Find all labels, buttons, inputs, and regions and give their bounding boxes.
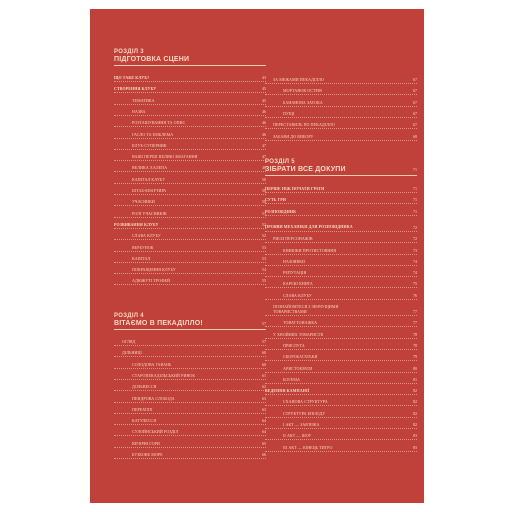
toc-entry[interactable] bbox=[114, 380, 266, 391]
toc-entry-label: СТРУКТУРА ЕПІЗОДУ bbox=[283, 410, 326, 416]
toc-entry[interactable] bbox=[114, 94, 266, 105]
toc-entry[interactable] bbox=[265, 216, 417, 232]
toc-entry[interactable] bbox=[114, 229, 266, 240]
toc-entry[interactable] bbox=[265, 182, 417, 193]
toc-entry-page: 64 bbox=[262, 418, 266, 424]
toc-entry[interactable] bbox=[114, 139, 266, 150]
toc-entry-label: ТЕМАТИКА bbox=[132, 97, 155, 103]
toc-entry[interactable] bbox=[265, 395, 417, 406]
section-title: ПІДГОТОВКА СЦЕНИ bbox=[114, 56, 190, 63]
toc-entry[interactable] bbox=[114, 184, 266, 195]
toc-entry-label: СХАНОВА СТРУКТУРА bbox=[283, 399, 328, 405]
toc-entry[interactable] bbox=[114, 105, 266, 116]
toc-entry-label: ДОЛЬВЕССЯ bbox=[132, 384, 157, 390]
toc-entry-page: 45 bbox=[262, 86, 266, 92]
toc-entry[interactable] bbox=[265, 193, 417, 204]
toc-entry[interactable] bbox=[114, 207, 266, 218]
toc-entry-label: ПЕРЕХОПІ bbox=[132, 406, 153, 412]
toc-entry-label: РЕПУТАЦІЯ bbox=[283, 270, 307, 276]
section-divider bbox=[265, 175, 417, 176]
toc-entry-label: БОГЕМА bbox=[283, 376, 300, 382]
toc-entry[interactable] bbox=[265, 277, 417, 288]
toc-entry[interactable] bbox=[114, 82, 266, 93]
toc-entry-page: 67 bbox=[413, 77, 417, 82]
toc-entry-page: 46 bbox=[262, 108, 266, 114]
toc-entry[interactable] bbox=[265, 118, 417, 129]
toc-page bbox=[90, 9, 424, 503]
toc-entry-page: 60 bbox=[262, 350, 266, 356]
toc-entry-page: 50 bbox=[262, 199, 266, 205]
toc-entry-page: 67 bbox=[413, 110, 417, 116]
toc-entry-page: 53 bbox=[262, 255, 266, 261]
toc-entry-label: ЗА МЕЖАМИ ПЕКАДІЛЛО bbox=[273, 77, 324, 82]
toc-entry-label: КАПІТАЛ КЛУБУ bbox=[132, 176, 166, 182]
section-title: ВІТАЄМО В ПЕКАДІЛЛО! bbox=[114, 320, 203, 327]
toc-entry[interactable] bbox=[265, 266, 417, 277]
toc-entry[interactable] bbox=[265, 96, 417, 107]
toc-entry-page: 74 bbox=[413, 270, 417, 276]
section-divider bbox=[114, 329, 266, 330]
toc-entry-page: 83 bbox=[413, 444, 417, 450]
toc-entry-page: 62 bbox=[262, 384, 266, 390]
toc-entry-label: ПРОЯВИ МЕХАНІКИ ДЛЯ РОЗПОВІДНИКА bbox=[265, 224, 353, 230]
toc-entry[interactable] bbox=[265, 384, 417, 395]
toc-entry-label: СТАРОПЕКАДІЛЬСЬКИЙ РИНОК bbox=[132, 372, 196, 378]
toc-entry-label: КАПІТАЛ bbox=[132, 255, 151, 261]
toc-entry[interactable] bbox=[114, 369, 266, 380]
toc-entry-label: ШТАБ-КВАРТИРА bbox=[132, 188, 167, 193]
toc-entry-label: НАЗВА bbox=[132, 108, 146, 114]
toc-entry-label: АРИСТОКРАТИ bbox=[283, 365, 313, 371]
toc-entry-page: 71 bbox=[413, 208, 417, 214]
toc-entry-label: ПОЗНАЙОМТЕСЯ З ЗНАЧУЩИМИ ТОВАРИСТВАМИ bbox=[273, 304, 339, 314]
toc-entry[interactable] bbox=[114, 425, 266, 436]
toc-entry-page: 81 bbox=[413, 376, 417, 382]
toc-entry-page: 71 bbox=[413, 186, 417, 191]
toc-entry-label: НАЗОЯВКИ bbox=[283, 258, 305, 264]
toc-entry[interactable] bbox=[265, 244, 417, 255]
toc-entry[interactable] bbox=[114, 437, 266, 448]
toc-entry-page: 78 bbox=[413, 342, 417, 348]
toc-entry-label: ВЕРБУНОК bbox=[132, 244, 154, 250]
toc-entry-label: СЛАВА КЛУБУ bbox=[283, 292, 312, 298]
toc-entry-label: ІІІ АКТ — КІНЕЦЬ ТИГРО bbox=[283, 444, 333, 450]
toc-entry-label: ПЕРШЕ НІЖ ПОЧАТИ ГРАТИ bbox=[265, 186, 325, 191]
toc-entry-label: ВЕЧІРНІ ГОРИ bbox=[132, 440, 160, 446]
toc-entry[interactable] bbox=[114, 414, 266, 425]
toc-entry[interactable] bbox=[265, 300, 417, 316]
toc-entry-label: СКОРОБАГАТЬКИ bbox=[283, 354, 318, 360]
toc-entry[interactable] bbox=[114, 252, 266, 263]
toc-entry[interactable] bbox=[265, 362, 417, 373]
toc-entry-page: 50 bbox=[262, 176, 266, 182]
toc-entry-page: 47 bbox=[262, 142, 266, 148]
toc-entry-page: 75 bbox=[413, 281, 417, 287]
toc-entry-page: 52 bbox=[262, 221, 266, 227]
toc-entry-page: 53 bbox=[262, 244, 266, 250]
toc-entry-label: МОРТАНОВ ОСТРІВ bbox=[283, 88, 323, 94]
toc-entry-page: 66 bbox=[262, 452, 266, 457]
toc-entry-page: 76 bbox=[413, 292, 417, 298]
toc-entry-page: 63 bbox=[262, 406, 266, 412]
toc-entry-page: 67 bbox=[413, 99, 417, 105]
toc-entry[interactable] bbox=[265, 289, 417, 300]
toc-entry-label: ВЕЛИКА ХАЛЕПА bbox=[132, 165, 168, 171]
toc-entry[interactable] bbox=[114, 346, 266, 357]
toc-entry-label: РИСИ ПЕРСОНАЖІВ bbox=[273, 236, 313, 242]
toc-entry-label: БАНАНОВА ЗАТОКА bbox=[283, 99, 323, 105]
toc-entry[interactable] bbox=[265, 84, 417, 95]
toc-entry-label: ВЕДЕННЯ КАМПАНІЇ bbox=[265, 388, 310, 394]
section-title: ЗІБРАТИ ВСЕ ДОКУПИ bbox=[265, 166, 346, 173]
toc-entry[interactable] bbox=[265, 107, 417, 118]
toc-entry[interactable] bbox=[114, 71, 266, 82]
toc-entry-page: 45 bbox=[262, 97, 266, 103]
toc-entry-page: 46 bbox=[262, 120, 266, 126]
toc-entry[interactable] bbox=[114, 274, 266, 285]
toc-entry-page: 80 bbox=[413, 365, 417, 371]
toc-entry-label: ЗАБАВИ ДО ВИБОРУ bbox=[273, 133, 314, 139]
toc-entry[interactable] bbox=[265, 373, 417, 384]
toc-entry-label: ГАСЛО ТА ЕМБЛЕМА bbox=[132, 131, 174, 137]
toc-entry-page: 82 bbox=[413, 399, 417, 405]
toc-entry-label: ПОКРАЩЕННЯ КЛУБУ bbox=[132, 267, 176, 273]
toc-entry[interactable] bbox=[265, 441, 417, 452]
toc-entry[interactable] bbox=[265, 429, 417, 440]
toc-entry-label: УЧАСНИКИ bbox=[132, 199, 155, 205]
toc-entry[interactable] bbox=[114, 195, 266, 206]
toc-entry-label: ПЕРЕСТАВИЛЬ ПО ПЕКАДІЛЛО bbox=[273, 122, 335, 128]
toc-entry-page: 72 bbox=[413, 236, 417, 242]
section-page-number: 57 bbox=[262, 321, 266, 326]
toc-entry-page: 73 bbox=[413, 247, 417, 253]
toc-entry-page: 79 bbox=[413, 354, 417, 360]
section-page-number: 71 bbox=[413, 167, 417, 172]
toc-entry-page: 82 bbox=[413, 422, 417, 427]
toc-entry-page: 72 bbox=[413, 224, 417, 230]
toc-entry-page: 51 bbox=[262, 210, 266, 216]
toc-entry-page: 48 bbox=[262, 165, 266, 171]
toc-entry-page: 77 bbox=[413, 320, 417, 326]
toc-entry-page: 63 bbox=[262, 395, 266, 401]
toc-entry-label: РОЗПОВІДНИК bbox=[265, 208, 297, 214]
toc-entry-page: 67 bbox=[413, 122, 417, 128]
toc-entry-label: І АКТ — ЗАВ'ЯЗКА bbox=[283, 422, 320, 427]
section-number: РОЗДІЛ 4 bbox=[114, 313, 144, 319]
toc-entry[interactable] bbox=[114, 335, 266, 346]
toc-entry-label: СЛАВА КЛУБУ bbox=[132, 233, 161, 239]
toc-entry-label: РОЗВИВАННЯ КЛУБУ bbox=[114, 221, 159, 227]
toc-entry-label: КАТУЛЕССЯ bbox=[132, 418, 157, 424]
toc-entry[interactable] bbox=[265, 232, 417, 243]
toc-entry-page: 54 bbox=[262, 267, 266, 273]
toc-entry-label: ІІ АКТ — ШОУ bbox=[283, 433, 312, 439]
toc-entry-page: 47 bbox=[262, 154, 266, 160]
toc-entry-page: 61 bbox=[262, 372, 266, 378]
toc-entry-page: 52 bbox=[262, 233, 266, 239]
toc-entry[interactable] bbox=[265, 418, 417, 429]
toc-entry[interactable] bbox=[114, 218, 266, 229]
toc-entry-label: ДІЛЬНИЦІ bbox=[122, 350, 142, 356]
toc-entry[interactable] bbox=[114, 403, 266, 414]
toc-entry-page: 55 bbox=[262, 278, 266, 284]
toc-entry-label: ВАШІ ПЕРШІ ВЕЛИКІ ЗМАГАННЯ bbox=[132, 154, 198, 160]
toc-entry-label: ОГЛЯД bbox=[122, 339, 136, 344]
toc-entry-page: 71 bbox=[413, 197, 417, 203]
toc-entry[interactable] bbox=[114, 116, 266, 127]
toc-entry-label: КЛУБ-СУПЕРНИК bbox=[132, 142, 167, 148]
toc-entry-page: 83 bbox=[413, 433, 417, 439]
toc-entry-page: 82 bbox=[413, 388, 417, 394]
toc-entry-page: 50 bbox=[262, 188, 266, 193]
toc-entry-label: СТВОРЕННЯ КЛУБУ bbox=[114, 86, 157, 92]
toc-entry-page: 65 bbox=[262, 440, 266, 446]
toc-entry[interactable] bbox=[114, 150, 266, 161]
toc-entry-label: ПУЩІ bbox=[283, 110, 295, 116]
toc-entry[interactable] bbox=[265, 73, 417, 84]
toc-entry-page: 74 bbox=[413, 258, 417, 264]
toc-entry-label: КАРЄЮ КНИГА bbox=[283, 281, 313, 287]
toc-entry[interactable] bbox=[114, 173, 266, 184]
toc-entry-label: ТОВАТТОНАЖКА bbox=[283, 320, 318, 326]
toc-entry[interactable] bbox=[114, 241, 266, 252]
toc-entry-label: АДЮЖУТІ ТРОФЕЙ bbox=[132, 278, 171, 284]
toc-entry-page: 78 bbox=[413, 331, 417, 337]
toc-entry-page: 68 bbox=[413, 133, 417, 139]
toc-entry-page: 67 bbox=[413, 88, 417, 94]
toc-entry-label: РОЛІ УЧАСНИКІВ bbox=[132, 210, 167, 216]
toc-entry[interactable] bbox=[265, 339, 417, 350]
toc-entry-page: 60 bbox=[262, 361, 266, 367]
toc-entry-page: 82 bbox=[413, 410, 417, 416]
toc-entry-label: У ХВОЙНИХ ТОВАРИСТВ bbox=[273, 331, 324, 337]
toc-entry[interactable] bbox=[265, 407, 417, 418]
toc-entry-page: 57 bbox=[262, 339, 266, 344]
toc-entry-label: ПЕНДРОВА СЛОБОДА bbox=[132, 395, 175, 401]
toc-entry-label: СУТЬ ГРИ bbox=[265, 197, 286, 203]
toc-entry[interactable] bbox=[265, 255, 417, 266]
toc-entry[interactable] bbox=[114, 358, 266, 369]
toc-entry-label: СУЛОЙНСЬКИЙ РОЗДІЛ bbox=[132, 429, 179, 435]
toc-entry-label: БУЗКОВЕ МОРЕ bbox=[132, 452, 163, 457]
toc-entry[interactable] bbox=[265, 328, 417, 339]
toc-entry-page: 46 bbox=[262, 131, 266, 137]
toc-entry-page: 43 bbox=[262, 75, 266, 80]
toc-entry[interactable] bbox=[114, 448, 266, 459]
toc-entry[interactable] bbox=[114, 392, 266, 403]
section-number: РОЗДІЛ 3 bbox=[114, 49, 144, 55]
toc-entry-page: 77 bbox=[413, 309, 417, 314]
toc-entry-label: КНИШКИ ПРОТИСТОЯННЯ bbox=[283, 247, 337, 253]
section-number: РОЗДІЛ 5 bbox=[265, 159, 295, 165]
section-divider bbox=[114, 65, 266, 66]
toc-entry[interactable] bbox=[265, 350, 417, 361]
toc-entry-label: РОЗТАШУВАННЯ ТА ОПИС bbox=[132, 120, 186, 126]
toc-entry[interactable] bbox=[114, 161, 266, 172]
toc-entry-page: 64 bbox=[262, 429, 266, 435]
toc-entry[interactable] bbox=[114, 128, 266, 139]
toc-entry-label: ПРИСЛУГА bbox=[283, 342, 305, 348]
toc-entry-label: СОЛОДОВА ГАВАНЬ bbox=[132, 361, 172, 367]
toc-entry[interactable] bbox=[265, 130, 417, 141]
toc-entry[interactable] bbox=[265, 205, 417, 216]
toc-entry[interactable] bbox=[265, 316, 417, 327]
toc-entry-label: ЩО ТАКЕ КЛУБ? bbox=[114, 75, 150, 80]
toc-entry[interactable] bbox=[114, 263, 266, 274]
